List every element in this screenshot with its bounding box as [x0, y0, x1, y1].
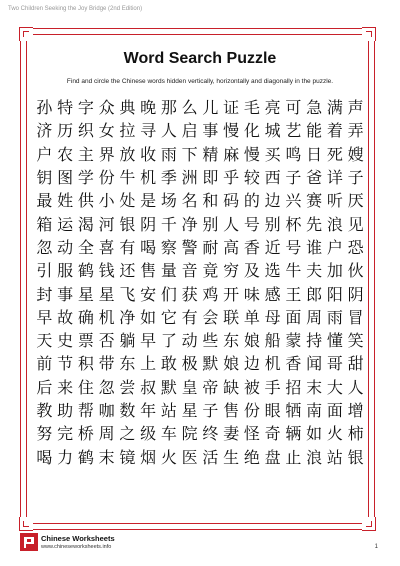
grid-cell[interactable]: 桥: [77, 424, 94, 444]
grid-cell[interactable]: 鹤: [77, 447, 94, 467]
grid-cell[interactable]: 急: [306, 98, 323, 118]
grid-cell[interactable]: 妻: [223, 424, 240, 444]
grid-cell[interactable]: 前: [36, 354, 53, 374]
grid-cell[interactable]: 手: [264, 377, 281, 397]
grid-cell[interactable]: 死: [326, 144, 343, 164]
grid-cell[interactable]: 历: [57, 121, 74, 141]
grid-cell[interactable]: 净: [181, 214, 198, 234]
grid-cell[interactable]: 察: [160, 237, 177, 257]
grid-cell[interactable]: 娘: [243, 331, 260, 351]
grid-cell[interactable]: 西: [264, 168, 281, 188]
grid-cell[interactable]: 雨: [160, 144, 177, 164]
grid-cell[interactable]: 积: [77, 354, 94, 374]
grid-cell[interactable]: 名: [181, 191, 198, 211]
grid-row: [34, 422, 366, 445]
grid-cell[interactable]: 供: [77, 191, 94, 211]
grid-cell[interactable]: 银: [347, 447, 364, 467]
grid-cell[interactable]: 启: [181, 121, 198, 141]
grid-cell[interactable]: 的: [243, 191, 260, 211]
grid-cell[interactable]: 兴: [285, 191, 302, 211]
grid-cell[interactable]: 安: [140, 284, 157, 304]
grid-cell[interactable]: 精: [202, 144, 219, 164]
grid-cell[interactable]: 助: [57, 401, 74, 420]
grid-cell[interactable]: 穷: [223, 261, 240, 281]
grid-cell[interactable]: 是: [140, 191, 157, 211]
grid-cell[interactable]: 史: [57, 331, 74, 351]
grid-row: [34, 96, 366, 119]
grid-cell[interactable]: 边: [264, 191, 281, 211]
grid-cell[interactable]: 封: [36, 284, 53, 304]
grid-cell[interactable]: 银: [119, 214, 136, 234]
grid-cell[interactable]: 故: [57, 307, 74, 327]
grid-cell[interactable]: 码: [223, 191, 240, 211]
grid-cell[interactable]: 船: [264, 331, 281, 351]
grid-cell[interactable]: 晚: [140, 98, 157, 118]
grid-cell[interactable]: 众: [98, 98, 115, 118]
grid-cell[interactable]: 最: [36, 191, 53, 211]
grid-cell[interactable]: 缺: [223, 377, 240, 397]
grid-cell[interactable]: 开: [223, 284, 240, 304]
grid-cell[interactable]: 河: [98, 214, 115, 234]
book-title-header: Two Children Seeking the Joy Bridge (2nd Edition): [8, 6, 143, 12]
grid-cell[interactable]: 浪: [306, 447, 323, 467]
grid-cell[interactable]: 化: [243, 121, 260, 141]
grid-cell[interactable]: 牛: [285, 261, 302, 281]
grid-cell[interactable]: 会: [202, 307, 219, 327]
grid-cell[interactable]: 及: [243, 261, 260, 281]
grid-cell[interactable]: 机: [98, 307, 115, 327]
grid-cell[interactable]: 场: [160, 191, 177, 211]
grid-cell[interactable]: 买: [264, 144, 281, 164]
grid-cell[interactable]: 特: [57, 98, 74, 118]
grid-cell[interactable]: 早: [140, 331, 157, 351]
grid-cell[interactable]: 辆: [285, 424, 302, 444]
grid-cell[interactable]: 鸡: [202, 284, 219, 304]
grid-cell[interactable]: 面: [326, 401, 343, 420]
grid-cell[interactable]: 火: [326, 424, 343, 444]
grid-row: [34, 282, 366, 305]
grid-cell[interactable]: 王: [285, 284, 302, 304]
grid-cell[interactable]: 默: [202, 354, 219, 374]
grid-row: [34, 212, 366, 235]
grid-cell[interactable]: 末: [306, 377, 323, 397]
grid-cell[interactable]: 子: [347, 168, 364, 188]
grid-cell[interactable]: 字: [77, 98, 94, 118]
grid-cell[interactable]: 懂: [326, 331, 343, 351]
grid-cell[interactable]: 医: [181, 447, 198, 467]
grid-cell[interactable]: 全: [77, 237, 94, 257]
grid-cell[interactable]: 季: [160, 168, 177, 188]
grid-cell[interactable]: 联: [223, 307, 240, 327]
grid-cell[interactable]: 声: [347, 98, 364, 118]
grid-cell[interactable]: 份: [98, 168, 115, 188]
grid-cell[interactable]: 慢: [243, 144, 260, 164]
grid-cell[interactable]: 被: [243, 377, 260, 397]
frame-corner-bottom-right: [362, 517, 376, 531]
grid-cell[interactable]: 爸: [306, 168, 323, 188]
grid-row: [34, 306, 366, 329]
grid-cell[interactable]: 娘: [223, 354, 240, 374]
grid-cell[interactable]: 听: [326, 191, 343, 211]
grid-cell[interactable]: 星: [98, 284, 115, 304]
grid-cell[interactable]: 近: [264, 237, 281, 257]
grid-cell[interactable]: 感: [264, 284, 281, 304]
grid-cell[interactable]: 别: [264, 214, 281, 234]
grid-cell[interactable]: 默: [160, 377, 177, 397]
grid-cell[interactable]: 弄: [347, 121, 364, 141]
grid-cell[interactable]: 即: [202, 168, 219, 188]
grid-cell[interactable]: 图: [57, 168, 74, 188]
grid-cell[interactable]: 边: [243, 354, 260, 374]
grid-cell[interactable]: 千: [160, 214, 177, 234]
grid-cell[interactable]: 来: [57, 377, 74, 397]
grid-cell[interactable]: 孙: [36, 98, 53, 118]
grid-row: [34, 189, 366, 212]
grid-cell[interactable]: 周: [306, 307, 323, 327]
grid-cell[interactable]: 鸣: [285, 144, 302, 164]
grid-cell[interactable]: 能: [306, 121, 323, 141]
instructions-text: Find and circle the Chinese words hidden vertically, horizontally and diagonally in the puzzle.: [66, 78, 334, 85]
grid-cell[interactable]: 努: [36, 424, 53, 444]
grid-cell[interactable]: 厌: [347, 191, 364, 211]
grid-cell[interactable]: 和: [202, 191, 219, 211]
grid-cell[interactable]: 伙: [347, 261, 364, 281]
chinese-worksheets-logo-icon: [20, 533, 38, 551]
grid-cell[interactable]: 洲: [181, 168, 198, 188]
grid-cell[interactable]: 院: [181, 424, 198, 444]
grid-cell[interactable]: 绝: [243, 447, 260, 467]
grid-cell[interactable]: 运: [57, 214, 74, 234]
grid-cell[interactable]: 阴: [347, 284, 364, 304]
grid-cell[interactable]: 哥: [326, 354, 343, 374]
grid-cell[interactable]: 节: [57, 354, 74, 374]
grid-cell[interactable]: 机: [140, 168, 157, 188]
grid-cell[interactable]: 咖: [98, 401, 115, 420]
grid-cell[interactable]: 户: [326, 237, 343, 257]
grid-cell[interactable]: 牛: [119, 168, 136, 188]
grid-cell[interactable]: 见: [347, 214, 364, 234]
grid-cell[interactable]: 满: [326, 98, 343, 118]
grid-cell[interactable]: 天: [36, 331, 53, 351]
grid-cell[interactable]: 城: [264, 121, 281, 141]
grid-cell[interactable]: 女: [98, 121, 115, 141]
grid-cell[interactable]: 选: [264, 261, 281, 281]
grid-cell[interactable]: 售: [223, 401, 240, 420]
grid-cell[interactable]: 帮: [77, 401, 94, 420]
grid-cell[interactable]: 活: [202, 447, 219, 467]
grid-cell[interactable]: 事: [57, 284, 74, 304]
grid-cell[interactable]: 着: [326, 121, 343, 141]
grid-cell[interactable]: 有: [119, 237, 136, 257]
grid-cell[interactable]: 人: [160, 121, 177, 141]
grid-cell[interactable]: 星: [77, 284, 94, 304]
grid-cell[interactable]: 主: [77, 144, 94, 164]
brand-name: Chinese Worksheets: [41, 534, 115, 543]
grid-cell[interactable]: 子: [202, 401, 219, 420]
grid-cell[interactable]: 详: [326, 168, 343, 188]
flag-icon: [24, 537, 34, 544]
grid-cell[interactable]: 儿: [202, 98, 219, 118]
grid-cell[interactable]: 持: [306, 331, 323, 351]
grid-row: [34, 445, 366, 468]
grid-cell[interactable]: 乎: [223, 168, 240, 188]
grid-cell[interactable]: 小: [98, 191, 115, 211]
grid-cell[interactable]: 箱: [36, 214, 53, 234]
grid-cell[interactable]: 获: [181, 284, 198, 304]
grid-cell[interactable]: 杯: [285, 214, 302, 234]
grid-cell[interactable]: 镜: [119, 447, 136, 467]
grid-cell[interactable]: 赛: [306, 191, 323, 211]
grid-cell[interactable]: 味: [243, 284, 260, 304]
grid-cell[interactable]: 量: [160, 261, 177, 281]
grid-cell[interactable]: 数: [119, 401, 136, 420]
grid-cell[interactable]: 站: [326, 447, 343, 467]
grid-cell[interactable]: 还: [119, 261, 136, 281]
grid-cell[interactable]: 票: [77, 331, 94, 351]
grid-cell[interactable]: 甜: [347, 354, 364, 374]
grid-cell[interactable]: 引: [36, 261, 53, 281]
grid-cell[interactable]: 忽: [98, 377, 115, 397]
page-number: 1: [374, 544, 378, 550]
grid-cell[interactable]: 力: [57, 447, 74, 467]
grid-row: [34, 376, 366, 399]
grid-cell[interactable]: 谁: [306, 237, 323, 257]
grid-cell[interactable]: 加: [326, 261, 343, 281]
grid-cell[interactable]: 收: [140, 144, 157, 164]
grid-cell[interactable]: 较: [243, 168, 260, 188]
grid-cell[interactable]: 生: [223, 447, 240, 467]
grid-cell[interactable]: 东: [119, 354, 136, 374]
grid-cell[interactable]: 完: [57, 424, 74, 444]
grid-cell[interactable]: 渴: [77, 214, 94, 234]
grid-cell[interactable]: 郎: [306, 284, 323, 304]
grid-cell[interactable]: 东: [223, 331, 240, 351]
grid-cell[interactable]: 钥: [36, 168, 53, 188]
grid-cell[interactable]: 证: [223, 98, 240, 118]
grid-cell[interactable]: 车: [160, 424, 177, 444]
grid-cell[interactable]: 恐: [347, 237, 364, 257]
grid-cell[interactable]: 冒: [347, 307, 364, 327]
grid-cell[interactable]: 后: [36, 377, 53, 397]
grid-cell[interactable]: 如: [140, 307, 157, 327]
grid-cell[interactable]: 之: [119, 424, 136, 444]
grid-cell[interactable]: 忽: [36, 237, 53, 257]
grid-cell[interactable]: 先: [306, 214, 323, 234]
grid-cell[interactable]: 处: [119, 191, 136, 211]
grid-cell[interactable]: 户: [36, 144, 53, 164]
grid-cell[interactable]: 号: [243, 214, 260, 234]
grid-row: [34, 352, 366, 375]
grid-cell[interactable]: 那: [160, 98, 177, 118]
grid-cell[interactable]: 寻: [140, 121, 157, 141]
grid-cell[interactable]: 尝: [119, 377, 136, 397]
grid-cell[interactable]: 带: [98, 354, 115, 374]
grid-cell[interactable]: 售: [140, 261, 157, 281]
grid-cell[interactable]: 慢: [223, 121, 240, 141]
grid-cell[interactable]: 耐: [202, 237, 219, 257]
grid-cell[interactable]: 些: [202, 331, 219, 351]
grid-row: [34, 236, 366, 259]
grid-cell[interactable]: 济: [36, 121, 53, 141]
grid-cell[interactable]: 鹤: [77, 261, 94, 281]
grid-cell[interactable]: 服: [57, 261, 74, 281]
grid-cell[interactable]: 奇: [264, 424, 281, 444]
grid-cell[interactable]: 日: [306, 144, 323, 164]
grid-cell[interactable]: 住: [77, 377, 94, 397]
grid-cell[interactable]: 香: [243, 237, 260, 257]
grid-row: [34, 119, 366, 142]
grid-cell[interactable]: 亮: [264, 98, 281, 118]
grid-cell[interactable]: 动: [181, 331, 198, 351]
grid-row: [34, 259, 366, 282]
grid-cell[interactable]: 招: [285, 377, 302, 397]
frame-corner-top-right: [362, 27, 376, 41]
grid-cell[interactable]: 别: [202, 214, 219, 234]
grid-cell[interactable]: 阳: [326, 284, 343, 304]
grid-cell[interactable]: 人: [347, 377, 364, 397]
grid-cell[interactable]: 牺: [285, 401, 302, 420]
grid-cell[interactable]: 极: [181, 354, 198, 374]
grid-cell[interactable]: 它: [160, 307, 177, 327]
grid-cell[interactable]: 竟: [202, 261, 219, 281]
grid-cell[interactable]: 事: [202, 121, 219, 141]
grid-cell[interactable]: 否: [98, 331, 115, 351]
grid-cell[interactable]: 学: [77, 168, 94, 188]
grid-row: [34, 143, 366, 166]
grid-cell[interactable]: 净: [119, 307, 136, 327]
grid-cell[interactable]: 单: [243, 307, 260, 327]
grid-cell[interactable]: 麻: [223, 144, 240, 164]
grid-cell[interactable]: 警: [181, 237, 198, 257]
grid-cell[interactable]: 上: [140, 354, 157, 374]
grid-cell[interactable]: 盘: [264, 447, 281, 467]
grid-cell[interactable]: 夫: [306, 261, 323, 281]
grid-cell[interactable]: 终: [202, 424, 219, 444]
brand-url: www.chineseworksheets.info: [41, 544, 112, 550]
grid-cell[interactable]: 织: [77, 121, 94, 141]
grid-cell[interactable]: 机: [264, 354, 281, 374]
grid-cell[interactable]: 教: [36, 401, 53, 420]
grid-cell[interactable]: 末: [98, 447, 115, 467]
grid-cell[interactable]: 确: [77, 307, 94, 327]
grid-cell[interactable]: 雨: [326, 307, 343, 327]
grid-row: [34, 166, 366, 189]
grid-cell[interactable]: 早: [36, 307, 53, 327]
frame-corner-top-left: [19, 27, 33, 41]
grid-cell[interactable]: 动: [57, 237, 74, 257]
grid-cell[interactable]: 周: [98, 424, 115, 444]
grid-cell[interactable]: 笑: [347, 331, 364, 351]
grid-cell[interactable]: 闻: [306, 354, 323, 374]
grid-cell[interactable]: 香: [285, 354, 302, 374]
grid-cell[interactable]: 可: [285, 98, 302, 118]
page-title: Word Search Puzzle: [123, 50, 277, 67]
grid-cell[interactable]: 毛: [243, 98, 260, 118]
grid-row: [34, 329, 366, 352]
grid-cell[interactable]: 喝: [36, 447, 53, 467]
grid-cell[interactable]: 人: [223, 214, 240, 234]
grid-cell[interactable]: 放: [119, 144, 136, 164]
grid-cell[interactable]: 号: [285, 237, 302, 257]
grid-cell[interactable]: 增: [347, 401, 364, 420]
grid-cell[interactable]: 火: [160, 447, 177, 467]
grid-cell[interactable]: 星: [181, 401, 198, 420]
grid-cell[interactable]: 有: [181, 307, 198, 327]
grid-cell[interactable]: 农: [57, 144, 74, 164]
grid-cell[interactable]: 姓: [57, 191, 74, 211]
grid-cell[interactable]: 阴: [140, 214, 157, 234]
word-search-grid: [34, 96, 366, 469]
grid-cell[interactable]: 如: [306, 424, 323, 444]
grid-cell[interactable]: 喝: [140, 237, 157, 257]
grid-cell[interactable]: 烟: [140, 447, 157, 467]
grid-cell[interactable]: 们: [160, 284, 177, 304]
grid-row: [34, 399, 366, 422]
grid-cell[interactable]: 飞: [119, 284, 136, 304]
frame-corner-bottom-left: [19, 517, 33, 531]
grid-cell[interactable]: 喜: [98, 237, 115, 257]
grid-cell[interactable]: 级: [140, 424, 157, 444]
grid-cell[interactable]: 嫂: [347, 144, 364, 164]
grid-cell[interactable]: 大: [326, 377, 343, 397]
grid-cell[interactable]: 年: [140, 401, 157, 420]
grid-cell[interactable]: 叔: [140, 377, 157, 397]
grid-cell[interactable]: 止: [285, 447, 302, 467]
grid-cell[interactable]: 么: [181, 98, 198, 118]
grid-cell[interactable]: 面: [285, 307, 302, 327]
grid-cell[interactable]: 怪: [243, 424, 260, 444]
grid-cell[interactable]: 钱: [98, 261, 115, 281]
grid-cell[interactable]: 蒙: [285, 331, 302, 351]
grid-cell[interactable]: 站: [160, 401, 177, 420]
grid-cell[interactable]: 拉: [119, 121, 136, 141]
grid-cell[interactable]: 界: [98, 144, 115, 164]
grid-cell[interactable]: 母: [264, 307, 281, 327]
grid-cell[interactable]: 典: [119, 98, 136, 118]
grid-cell[interactable]: 浪: [326, 214, 343, 234]
grid-cell[interactable]: 南: [306, 401, 323, 420]
grid-cell[interactable]: 眼: [264, 401, 281, 420]
grid-cell[interactable]: 音: [181, 261, 198, 281]
grid-cell[interactable]: 份: [243, 401, 260, 420]
grid-cell[interactable]: 帝: [202, 377, 219, 397]
grid-cell[interactable]: 下: [181, 144, 198, 164]
grid-cell[interactable]: 了: [160, 331, 177, 351]
grid-cell[interactable]: 高: [223, 237, 240, 257]
grid-cell[interactable]: 柿: [347, 424, 364, 444]
grid-cell[interactable]: 皇: [181, 377, 198, 397]
grid-cell[interactable]: 艺: [285, 121, 302, 141]
grid-cell[interactable]: 子: [285, 168, 302, 188]
grid-cell[interactable]: 躺: [119, 331, 136, 351]
grid-cell[interactable]: 敢: [160, 354, 177, 374]
